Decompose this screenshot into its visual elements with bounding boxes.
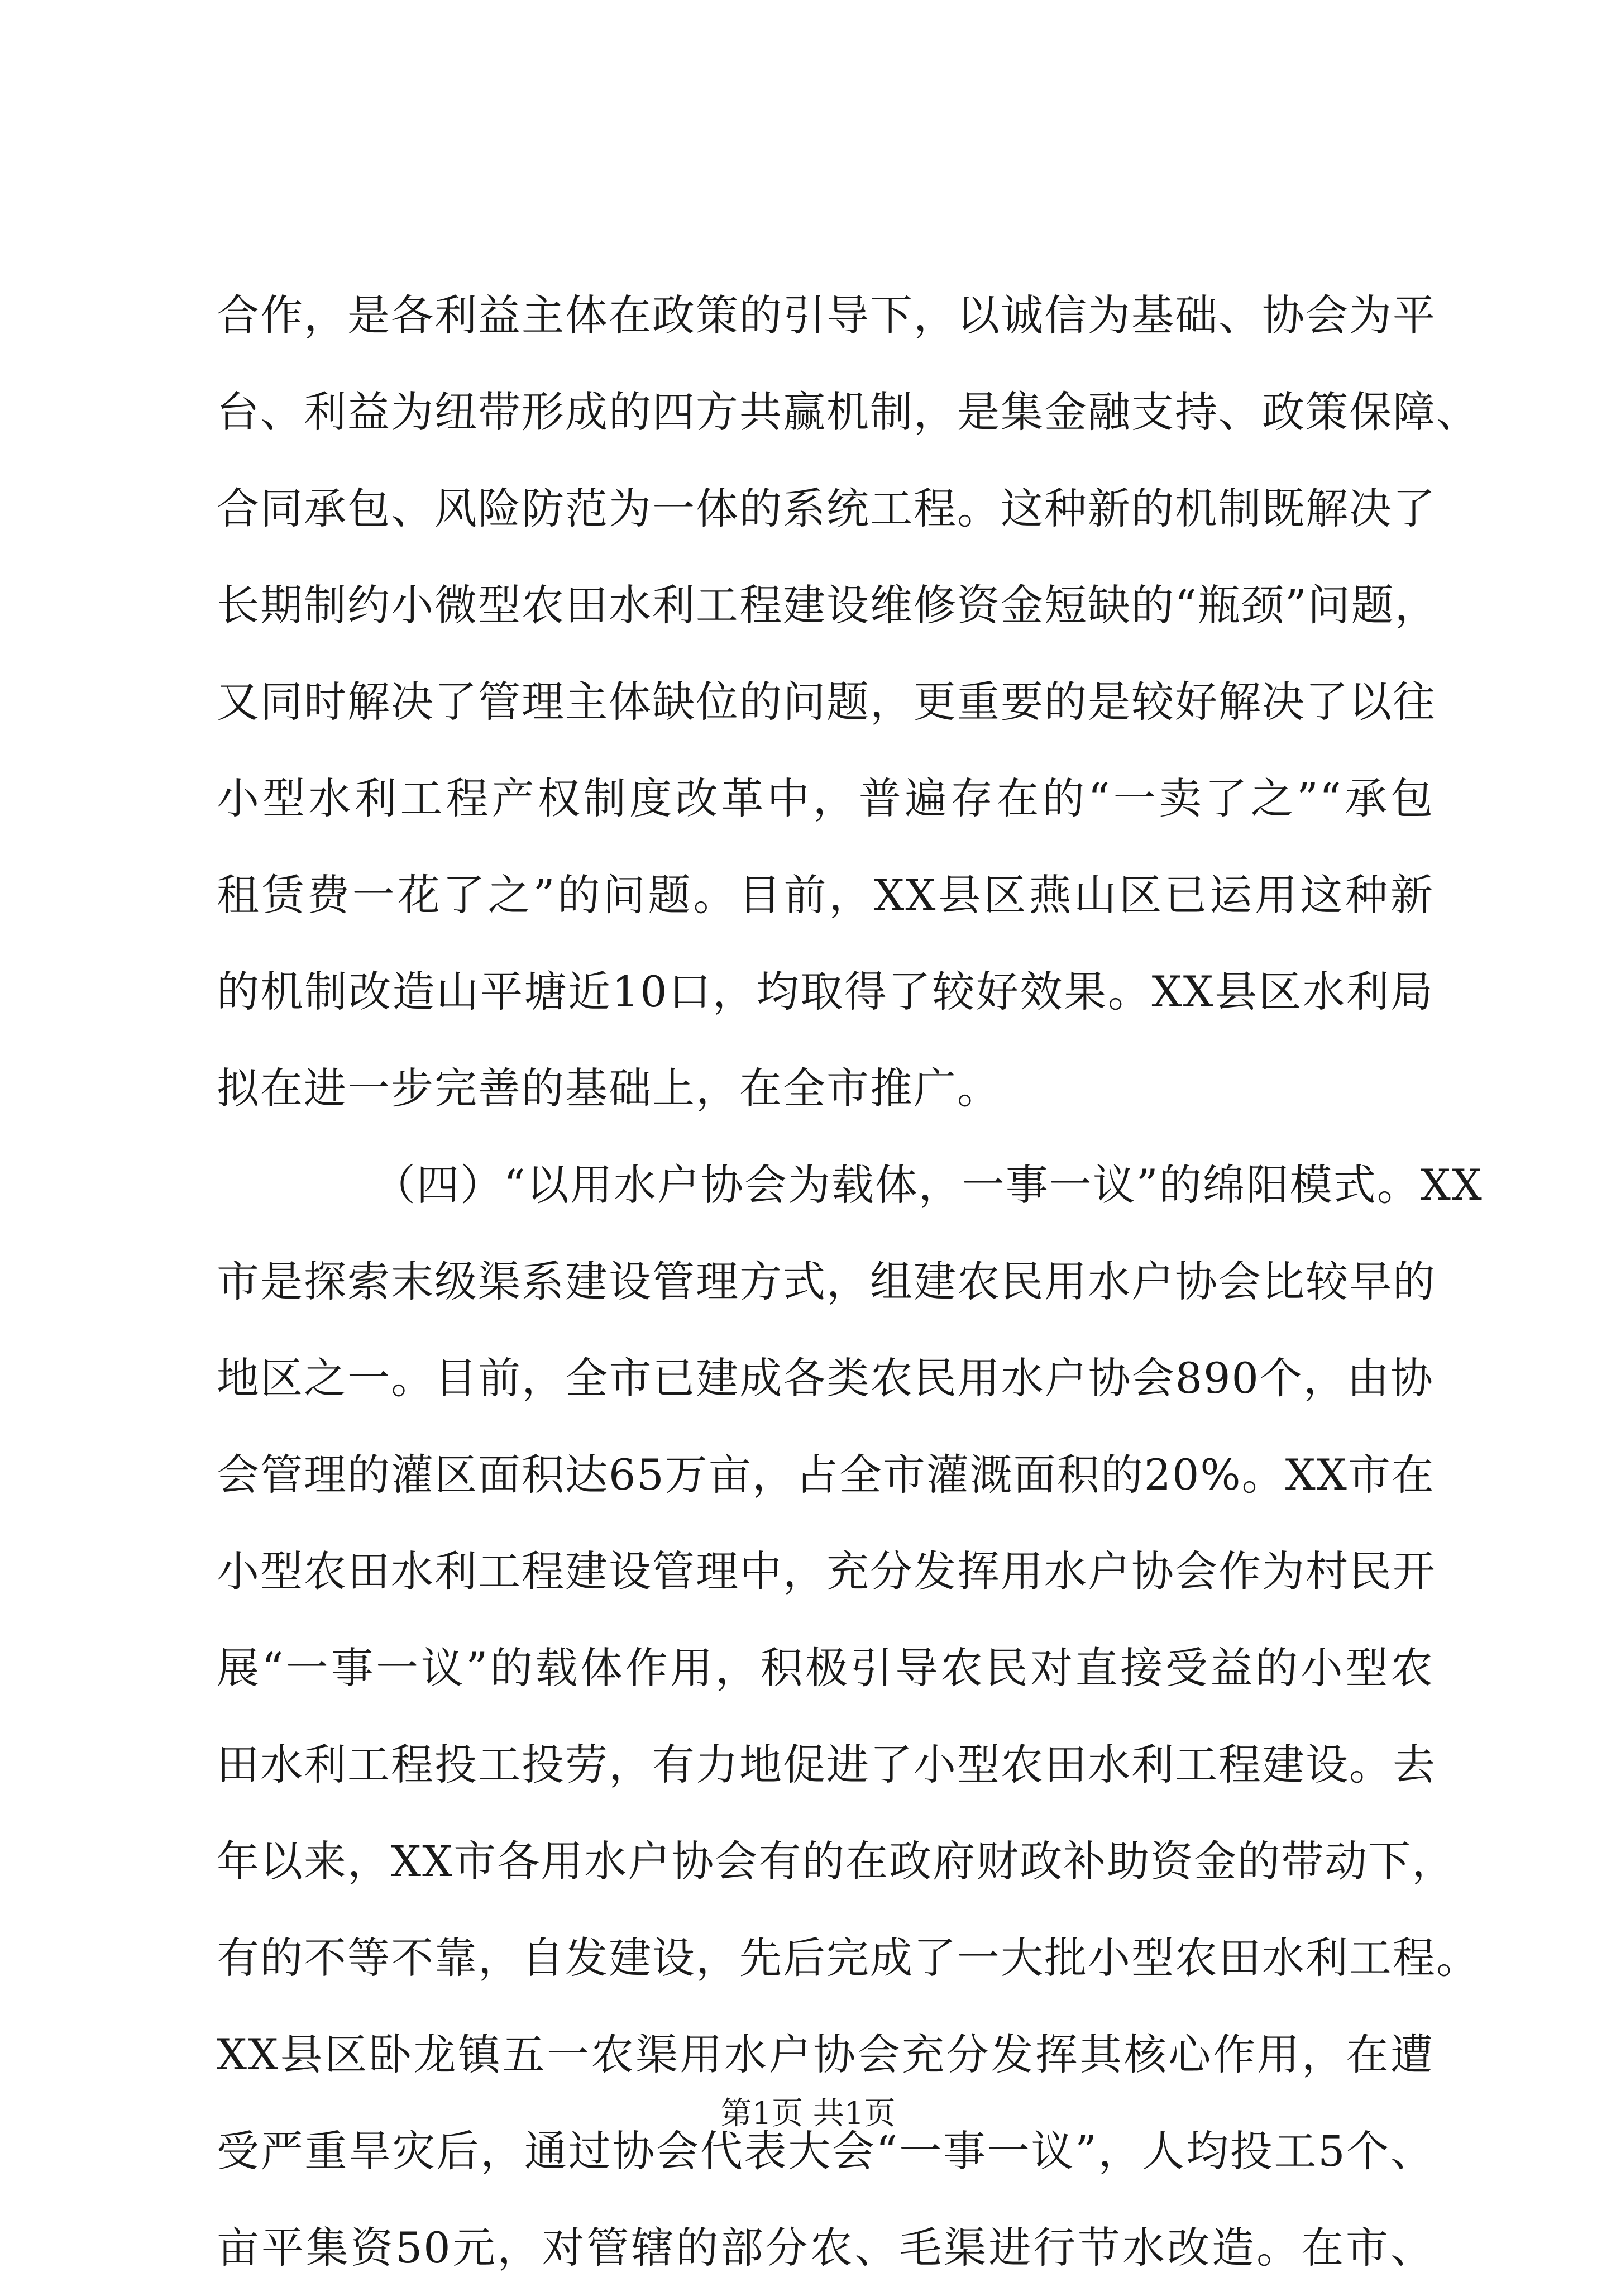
text-line: 会管理的灌区面积达65万亩，占全市灌溉面积的20%。XX市在 [217,1450,1435,1500]
text-line: XX县区卧龙镇五一农渠用水户协会充分发挥其核心作用，在遭 [217,2030,1434,2079]
section-heading-line: （四）“以用水户协会为载体，一事一议”的绵阳模式。XX [373,1160,1483,1210]
text-line: 又同时解决了管理主体缺位的问题，更重要的是较好解决了以往 [217,677,1436,727]
text-line: 地区之一。目前，全市已建成各类农民用水户协会890个，由协 [217,1353,1434,1403]
text-line: 有的不等不靠，自发建设，先后完成了一大批小型农田水利工程。 [217,1933,1480,1983]
text-line: 租赁费一花了之”的问题。目前，XX县区燕山区已运用这种新 [217,870,1434,920]
text-line: 亩平集资50元，对管辖的部分农、毛渠进行节水改造。在市、 [217,2223,1434,2273]
text-line: 长期制约小微型农田水利工程建设维修资金短缺的“瓶颈”问题， [217,580,1438,630]
paragraph-1 [217,267,1480,1137]
text-line: 的机制改造山平塘近10口，均取得了较好效果。XX县区水利局 [217,967,1434,1016]
text-line: 展“一事一议”的载体作用，积极引导农民对直接受益的小型农 [217,1643,1434,1693]
text-line: 市是探索末级渠系建设管理方式，组建农民用水户协会比较早的 [217,1257,1436,1306]
text-line: 合同承包、风险防范为一体的系统工程。这种新的机制既解决了 [217,484,1436,533]
text-line: 田水利工程投工投劳，有力地促进了小型农田水利工程建设。去 [217,1740,1436,1789]
text-line: 小型水利工程产权制度改革中，普遍存在的“一卖了之”“承包 [217,774,1434,823]
page-footer: 第1页 共1页 [720,2095,896,2132]
text-line: 合作，是各利益主体在政策的引导下，以诚信为基础、协会为平 [217,290,1436,340]
text-line: 年以来，XX市各用水户协会有的在政府财政补助资金的带动下， [217,1836,1456,1886]
text-line: 小型农田水利工程建设管理中，充分发挥用水户协会作为村民开 [217,1546,1436,1596]
text-line: 受严重旱灾后，通过协会代表大会“一事一议”，人均投工5个、 [217,2126,1434,2176]
text-line: 拟在进一步完善的基础上，在全市推广。 [217,1063,1001,1113]
text-line: 台、利益为纽带形成的四方共赢机制，是集金融支持、政策保障、 [217,387,1480,437]
document-body [217,267,1483,2296]
